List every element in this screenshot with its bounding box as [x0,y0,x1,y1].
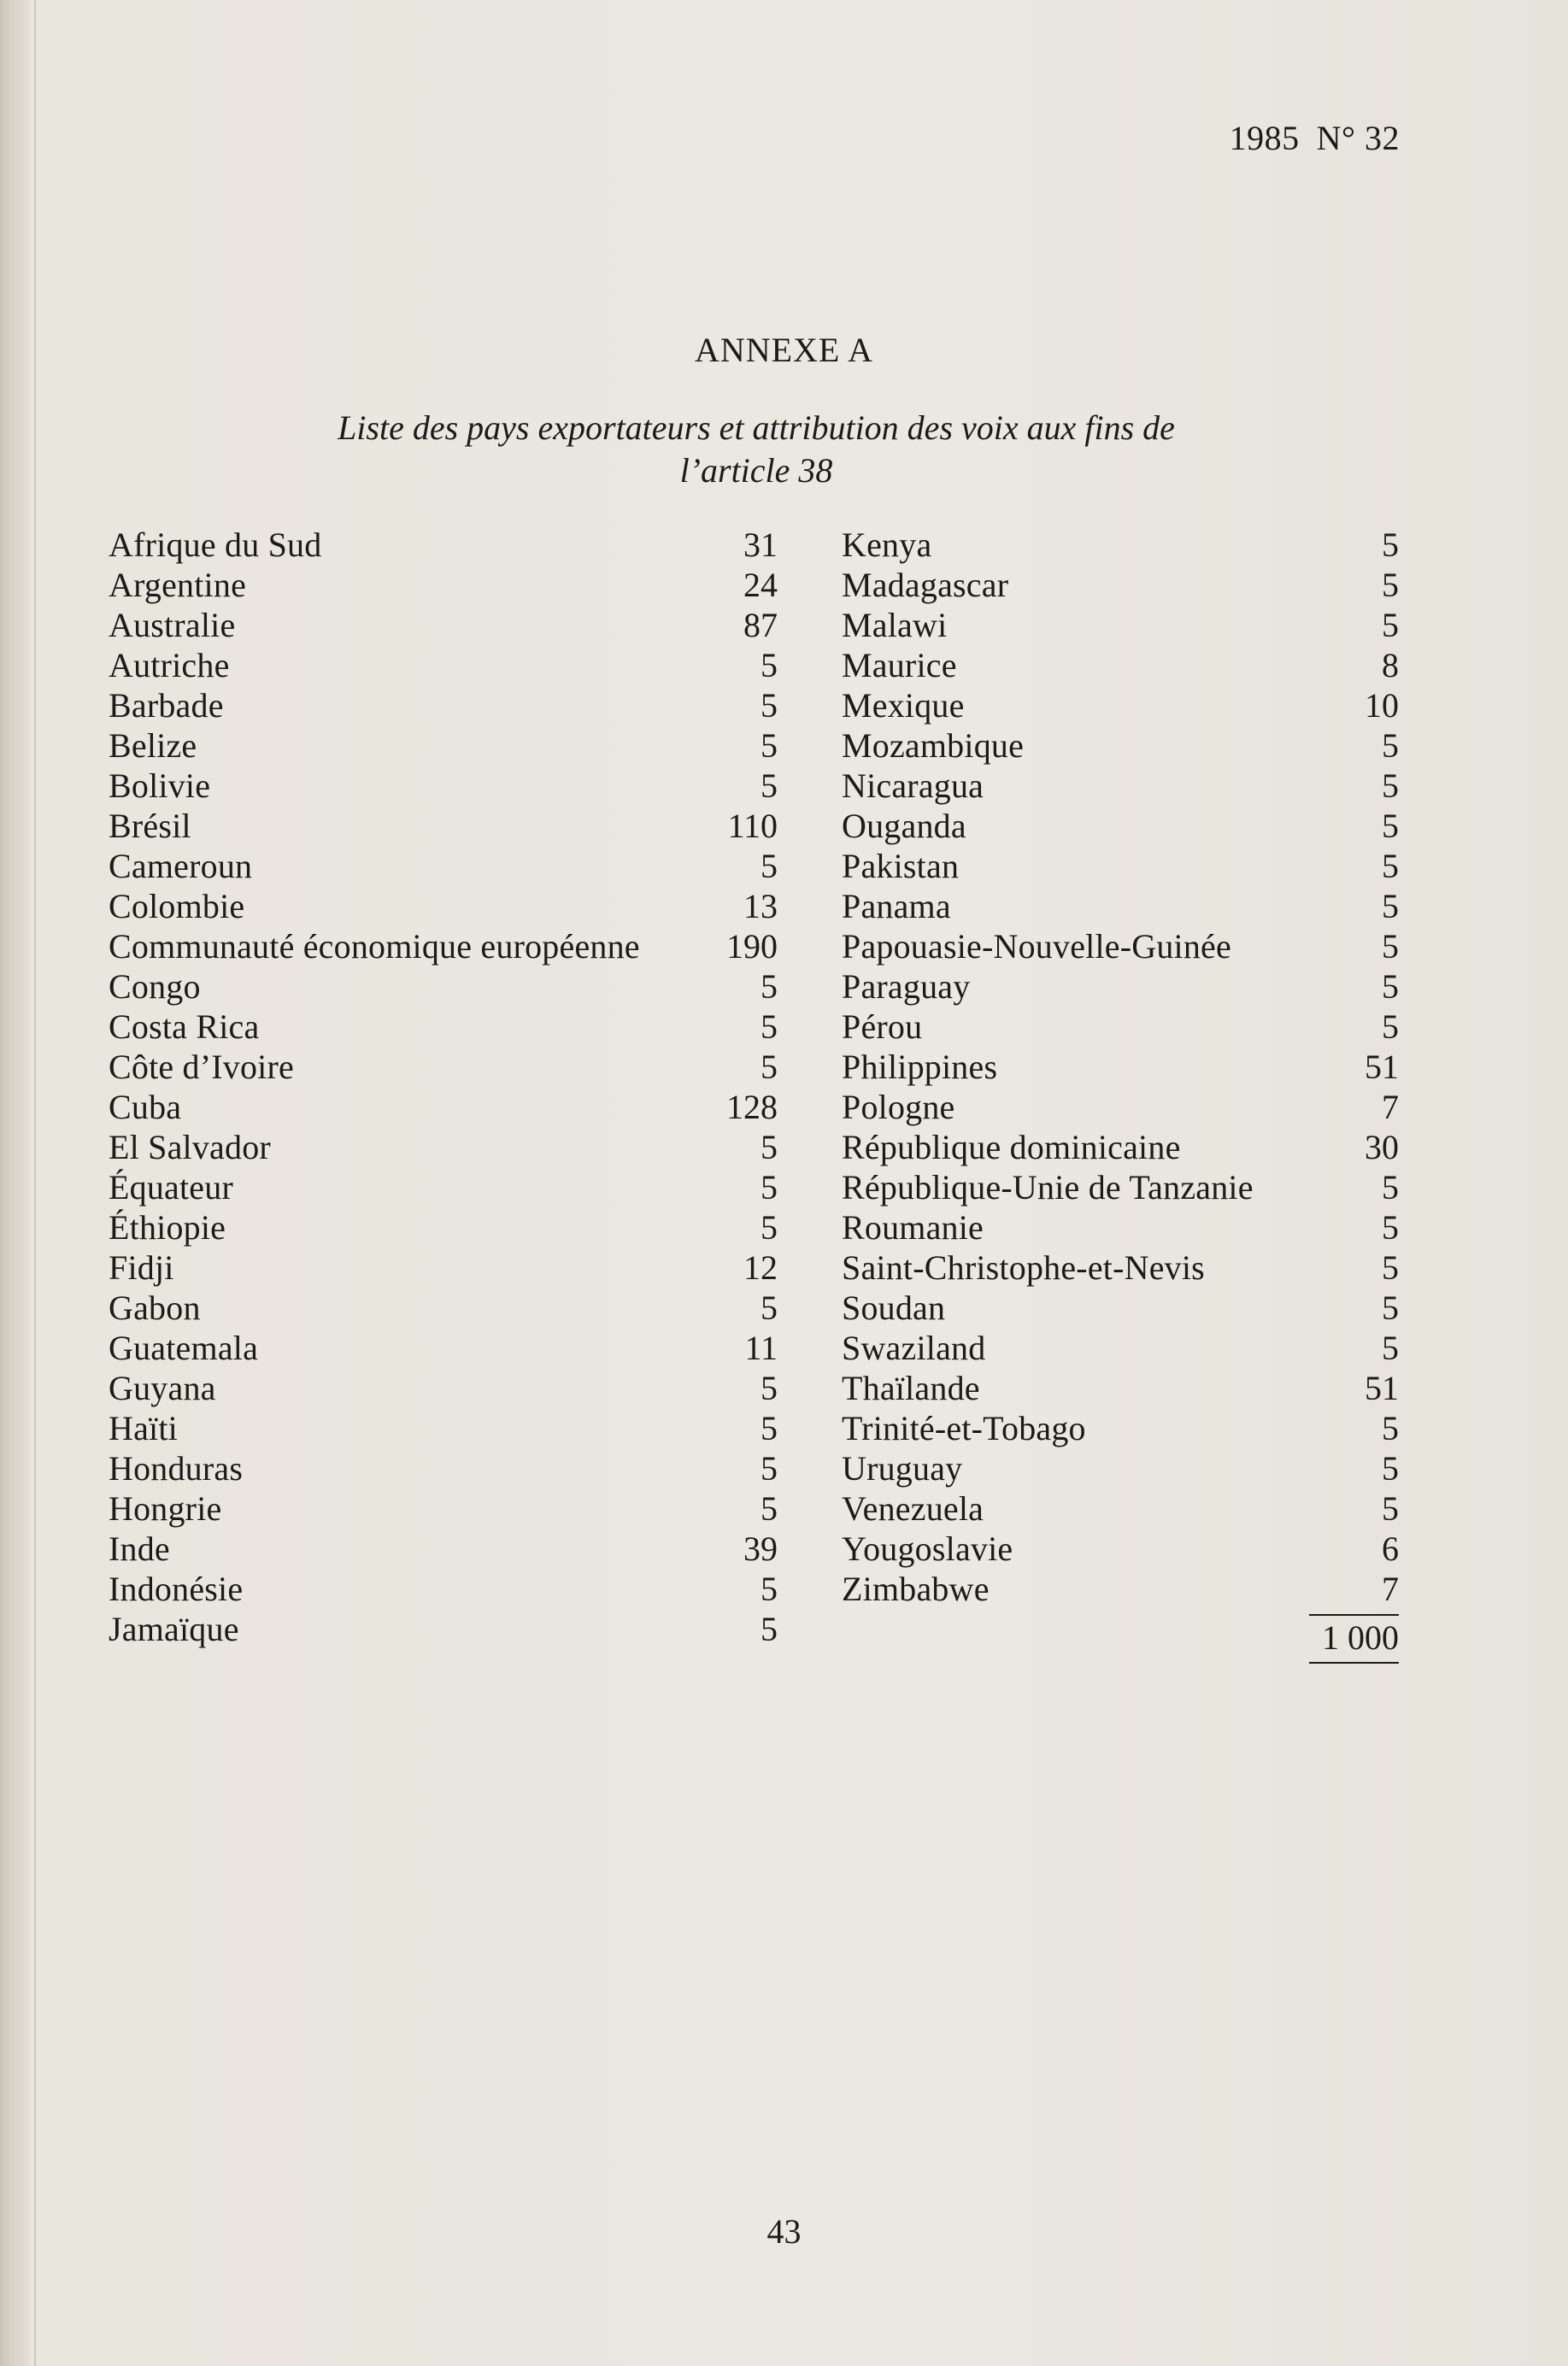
country-row [842,1127,1399,1167]
country-row [109,1368,778,1408]
total-underline [1309,1662,1399,1664]
country-row [842,966,1399,1007]
country-row [109,806,778,846]
country-row [842,766,1399,806]
country-row [842,1288,1399,1328]
country-name: El Salvador [109,1128,271,1166]
country-votes: 5 [1382,1208,1399,1247]
country-votes: 5 [1382,726,1399,765]
country-name: Fidji [109,1248,174,1287]
left-country-column [109,525,778,1649]
country-votes: 5 [761,766,778,805]
header-number: N° 32 [1316,119,1400,157]
page-number: 43 [766,2212,802,2251]
country-votes: 190 [726,927,778,966]
country-name: Pérou [842,1007,923,1046]
country-name: Maurice [842,646,957,684]
country-votes: 24 [743,566,778,604]
page-header [1230,118,1400,158]
country-name: Ouganda [842,807,966,845]
country-votes: 5 [761,686,778,725]
country-votes: 5 [1382,1489,1399,1528]
country-votes: 5 [761,1208,778,1247]
country-row [109,685,778,725]
country-name: Argentine [109,566,247,604]
country-row [109,846,778,886]
country-votes: 7 [1382,1088,1399,1126]
country-votes: 5 [1382,525,1399,564]
country-name: Paraguay [842,967,971,1006]
country-row [842,1368,1399,1408]
country-row [109,1488,778,1529]
country-votes: 5 [1382,1007,1399,1046]
country-name: Guatemala [109,1329,259,1367]
country-votes: 5 [1382,606,1399,644]
country-row [842,1448,1399,1488]
country-row [109,1087,778,1127]
country-row [842,1569,1399,1609]
country-name: Cuba [109,1088,182,1126]
country-name: Bolivie [109,766,211,805]
country-row [109,565,778,605]
country-row [842,926,1399,966]
country-row [109,1529,778,1569]
total-rule [1309,1614,1399,1616]
country-votes: 5 [761,1369,778,1407]
country-row [109,605,778,645]
country-name: Équateur [109,1168,233,1206]
country-votes: 30 [1365,1128,1399,1166]
country-name: Afrique du Sud [109,525,322,564]
country-row [109,1569,778,1609]
annex-subtitle [214,407,1299,492]
country-votes: 51 [1365,1369,1399,1407]
country-row [109,966,778,1007]
country-name: Zimbabwe [842,1570,990,1608]
country-votes: 13 [743,887,778,925]
country-name: Malawi [842,606,948,644]
country-row [109,525,778,565]
country-row [842,725,1399,766]
country-votes: 5 [761,726,778,765]
country-row [842,1167,1399,1207]
country-name: Swaziland [842,1329,986,1367]
country-row [109,1288,778,1328]
country-name: Madagascar [842,566,1009,604]
right-country-column [842,525,1399,1657]
country-name: Pakistan [842,847,960,885]
country-row [842,525,1399,565]
country-votes: 8 [1382,646,1399,684]
country-votes: 7 [1382,1570,1399,1608]
country-name: Haïti [109,1409,178,1447]
country-votes: 12 [743,1248,778,1287]
country-row [842,1248,1399,1288]
country-votes: 5 [1382,847,1399,885]
country-row [109,1207,778,1248]
country-votes: 5 [761,1489,778,1528]
country-votes: 5 [1382,927,1399,966]
country-row [842,1488,1399,1529]
country-votes: 5 [1382,1168,1399,1206]
country-votes: 10 [1365,686,1399,725]
country-row [109,886,778,926]
country-name: Papouasie-Nouvelle-Guinée [842,927,1231,966]
country-votes: 51 [1365,1048,1399,1086]
country-votes: 5 [1382,1248,1399,1287]
country-name: Philippines [842,1048,998,1086]
country-name: Gabon [109,1289,201,1327]
country-votes: 5 [761,1570,778,1608]
country-name: Jamaïque [109,1610,239,1648]
country-votes: 5 [1382,887,1399,925]
country-name: Australie [109,606,236,644]
country-name: Belize [109,726,197,765]
country-row [842,1328,1399,1368]
country-row [109,1609,778,1649]
country-name: Cameroun [109,847,253,885]
country-row [109,1127,778,1167]
country-name: Communauté économique européenne [109,927,640,966]
right-country-rows [842,525,1399,1609]
country-votes: 5 [1382,1289,1399,1327]
country-name: Pologne [842,1088,955,1126]
country-votes: 5 [761,1128,778,1166]
country-name: République dominicaine [842,1128,1181,1166]
country-votes: 5 [1382,967,1399,1006]
country-name: Venezuela [842,1489,984,1528]
country-name: Kenya [842,525,932,564]
country-votes: 5 [761,1289,778,1327]
country-name: Saint-Christophe-et-Nevis [842,1248,1205,1287]
country-name: Thaïlande [842,1369,980,1407]
country-name: Mozambique [842,726,1025,765]
country-row [109,1408,778,1448]
country-row [842,645,1399,685]
country-name: Roumanie [842,1208,984,1247]
country-votes: 5 [1382,1329,1399,1367]
country-votes: 31 [743,525,778,564]
country-votes: 5 [761,1048,778,1086]
country-votes: 5 [761,1007,778,1046]
country-votes: 5 [761,1449,778,1488]
country-name: Colombie [109,887,245,925]
country-row [842,1047,1399,1087]
country-row [109,1448,778,1488]
subtitle-line-2: l’article 38 [679,451,833,490]
country-votes: 5 [1382,1409,1399,1447]
country-row [842,846,1399,886]
country-row [842,1007,1399,1047]
country-name: Yougoslavie [842,1529,1013,1568]
country-row [842,605,1399,645]
country-row [842,565,1399,605]
country-name: Uruguay [842,1449,963,1488]
country-name: Costa Rica [109,1007,260,1046]
country-name: Honduras [109,1449,244,1488]
country-name: Trinité-et-Tobago [842,1409,1086,1447]
votes-total: 1 000 [1322,1618,1399,1657]
country-row [842,1207,1399,1248]
country-name: Brésil [109,807,191,845]
country-name: Barbade [109,686,224,725]
country-name: Autriche [109,646,230,684]
country-votes: 5 [1382,1449,1399,1488]
country-row [109,1047,778,1087]
country-votes: 11 [744,1329,778,1367]
country-votes: 110 [727,807,778,845]
country-votes: 5 [761,1168,778,1206]
country-name: Panama [842,887,951,925]
country-row [109,1248,778,1288]
country-row [109,725,778,766]
annex-title: ANNEXE A [694,331,874,369]
country-row [842,1408,1399,1448]
country-votes: 39 [743,1529,778,1568]
country-row [842,806,1399,846]
country-row [842,886,1399,926]
country-name: Côte d’Ivoire [109,1048,294,1086]
country-votes: 5 [761,967,778,1006]
country-name: Nicaragua [842,766,984,805]
country-votes: 5 [1382,766,1399,805]
country-votes: 5 [761,1409,778,1447]
country-votes: 5 [1382,807,1399,845]
country-row [109,1167,778,1207]
subtitle-line-1: Liste des pays exportateurs et attribution des voix aux fins de [338,408,1175,447]
country-votes: 6 [1382,1529,1399,1568]
country-name: Inde [109,1529,170,1568]
country-row [109,1328,778,1368]
country-row [109,926,778,966]
country-votes: 5 [1382,566,1399,604]
country-name: Indonésie [109,1570,244,1608]
country-votes: 5 [761,1610,778,1648]
country-votes: 128 [726,1088,778,1126]
country-name: Soudan [842,1289,946,1327]
country-votes: 87 [743,606,778,644]
country-name: Éthiopie [109,1208,226,1247]
country-name: Guyana [109,1369,216,1407]
country-row [109,1007,778,1047]
country-row [842,685,1399,725]
country-row [109,766,778,806]
country-name: République-Unie de Tanzanie [842,1168,1254,1206]
country-votes: 5 [761,646,778,684]
country-votes: 5 [761,847,778,885]
country-row [109,645,778,685]
header-year: 1985 [1229,119,1300,157]
country-row [842,1087,1399,1127]
country-name: Mexique [842,686,965,725]
country-row [842,1529,1399,1569]
country-name: Congo [109,967,201,1006]
country-name: Hongrie [109,1489,222,1528]
